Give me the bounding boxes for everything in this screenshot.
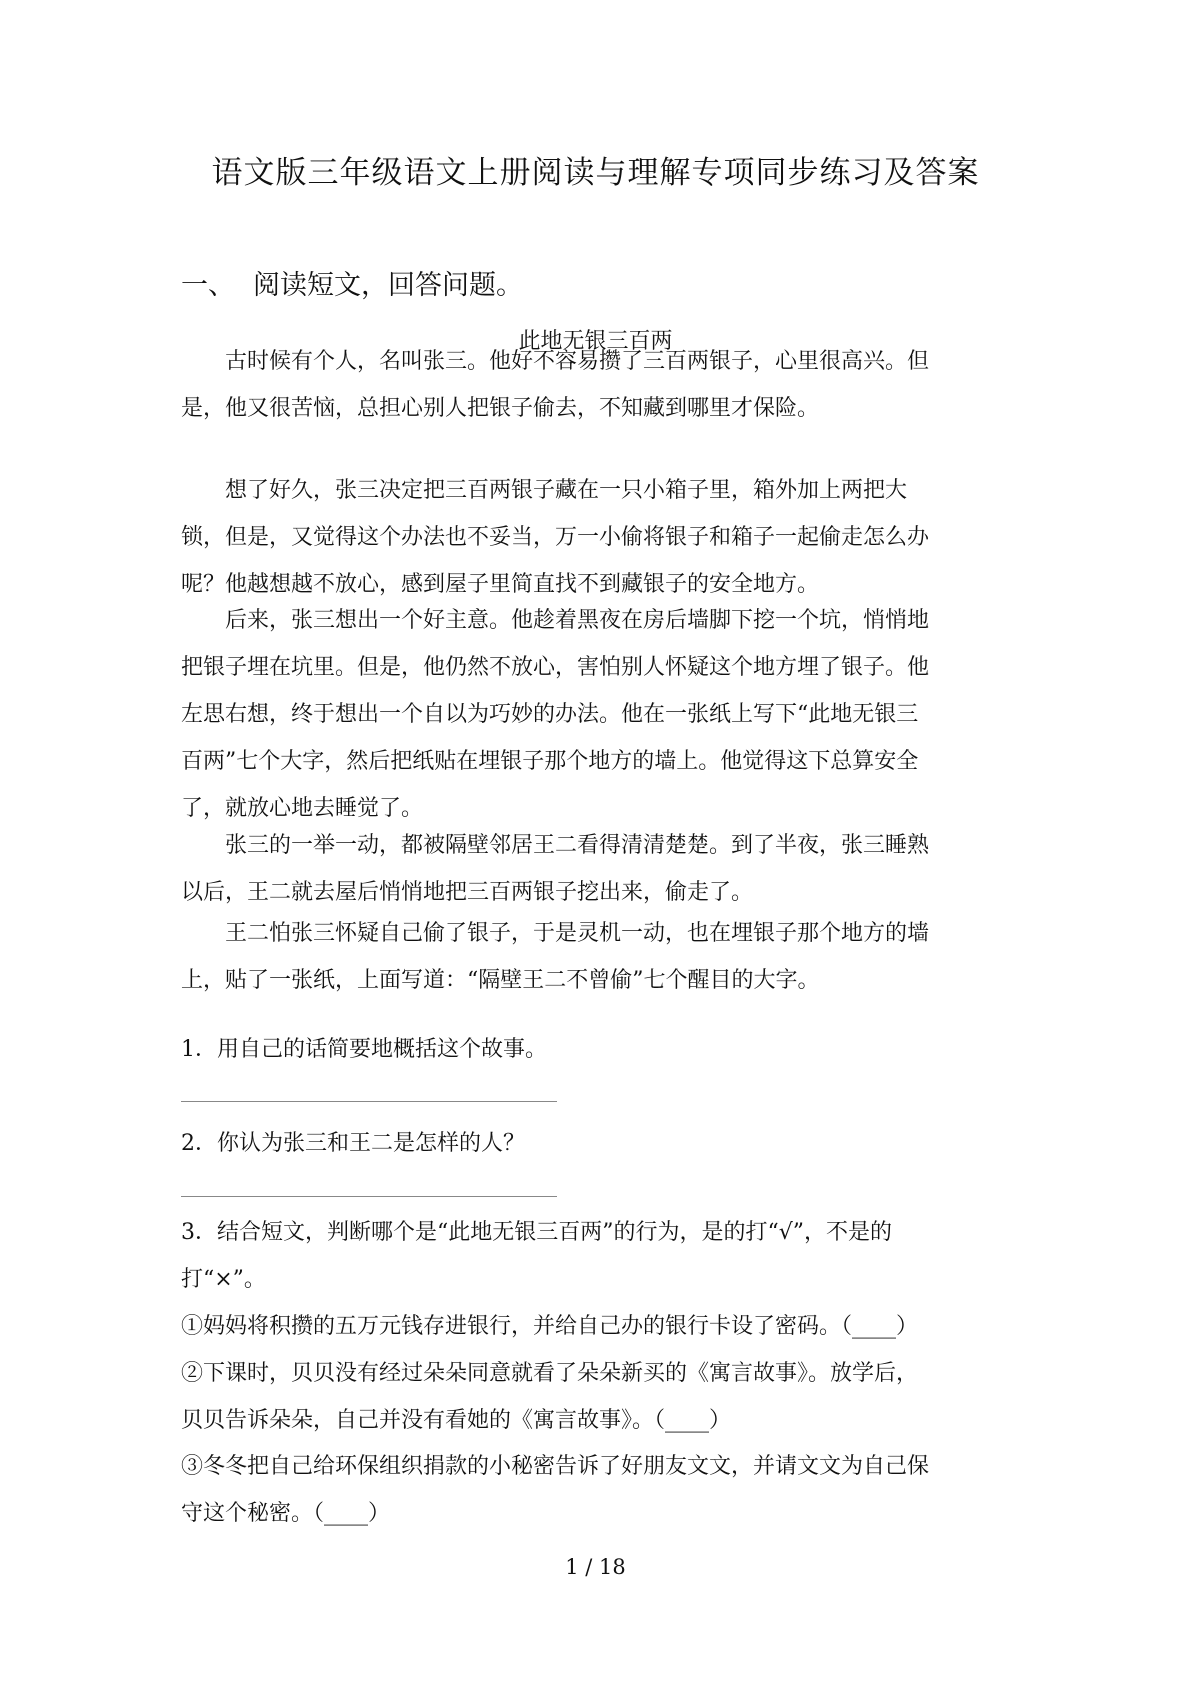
section-number: 一、 bbox=[181, 270, 235, 301]
text-line: 以后，王二就去屋后悄悄地把三百两银子挖出来，偷走了。 bbox=[181, 880, 754, 905]
text-line: ①妈妈将积攒的五万元钱存进银行，并给自己办的银行卡设了密码。（____） bbox=[181, 1314, 919, 1339]
story-title: 此地无银三百两 bbox=[518, 329, 673, 354]
story-paragraph bbox=[181, 822, 1011, 916]
question-2: 2．你认为张三和王二是怎样的人？ bbox=[181, 1131, 525, 1156]
question-1: 1．用自己的话简要地概括这个故事。 bbox=[181, 1037, 547, 1062]
section-heading bbox=[181, 263, 523, 302]
text-line: 守这个秘密。（____） bbox=[181, 1501, 391, 1526]
answer-line-1[interactable] bbox=[181, 1101, 557, 1102]
answer-line-2[interactable] bbox=[181, 1196, 557, 1197]
text-line: 张三的一举一动，都被隔壁邻居王二看得清清楚楚。到了半夜，张三睡熟 bbox=[225, 833, 930, 858]
text-line: 锁，但是，又觉得这个办法也不妥当，万一小偷将银子和箱子一起偷走怎么办 bbox=[181, 525, 930, 550]
text-line: 打“×”。 bbox=[181, 1267, 266, 1292]
text-line: 百两”七个大字，然后把纸贴在埋银子那个地方的墙上。他觉得这下总算安全 bbox=[181, 749, 919, 774]
story-paragraph bbox=[181, 597, 1011, 832]
text-line: 呢？他越想越不放心，感到屋子里简直找不到藏银子的安全地方。 bbox=[181, 572, 820, 597]
text-line: ③冬冬把自己给环保组织捐款的小秘密告诉了好朋友文文，并请文文为自己保 bbox=[181, 1454, 930, 1479]
story-paragraph bbox=[181, 910, 1011, 1004]
text-line: 王二怕张三怀疑自己偷了银子，于是灵机一动，也在埋银子那个地方的墙 bbox=[225, 921, 930, 946]
text-line: 是，他又很苦恼，总担心别人把银子偷去，不知藏到哪里才保险。 bbox=[181, 396, 820, 421]
text-line: ②下课时，贝贝没有经过朵朵同意就看了朵朵新买的《寓言故事》。放学后， bbox=[181, 1361, 919, 1386]
document-title: 语文版三年级语文上册阅读与理解专项同步练习及答案 bbox=[211, 155, 980, 191]
text-line: 古时候有个人，名叫张三。他好不容易攒了三百两银子，心里很高兴。但 bbox=[225, 349, 930, 374]
text-line: 贝贝告诉朵朵，自己并没有看她的《寓言故事》。（____） bbox=[181, 1408, 732, 1433]
text-line: 想了好久，张三决定把三百两银子藏在一只小箱子里，箱外加上两把大 bbox=[225, 478, 908, 503]
story-paragraph bbox=[181, 338, 1011, 432]
story-paragraph bbox=[181, 467, 1011, 608]
text-line: 后来，张三想出一个好主意。他趁着黑夜在房后墙脚下挖一个坑，悄悄地 bbox=[225, 608, 930, 633]
text-line: 上，贴了一张纸，上面写道：“隔壁王二不曾偷”七个醒目的大字。 bbox=[181, 968, 820, 993]
question-3-option-1 bbox=[181, 1303, 1011, 1350]
question-3-option-2 bbox=[181, 1350, 1011, 1444]
text-line: 了，就放心地去睡觉了。 bbox=[181, 796, 424, 821]
question-3-option-3 bbox=[181, 1443, 1011, 1537]
text-line: 把银子埋在坑里。但是，他仍然不放心，害怕别人怀疑这个地方埋了银子。他 bbox=[181, 655, 930, 680]
page-number: 1 / 18 bbox=[565, 1555, 626, 1579]
text-line: 3．结合短文，判断哪个是“此地无银三百两”的行为，是的打“√”，不是的 bbox=[181, 1220, 893, 1245]
section-label: 阅读短文，回答问题。 bbox=[253, 270, 523, 301]
text-line: 左思右想，终于想出一个自以为巧妙的办法。他在一张纸上写下“此地无银三 bbox=[181, 702, 919, 727]
question-3 bbox=[181, 1209, 1011, 1303]
